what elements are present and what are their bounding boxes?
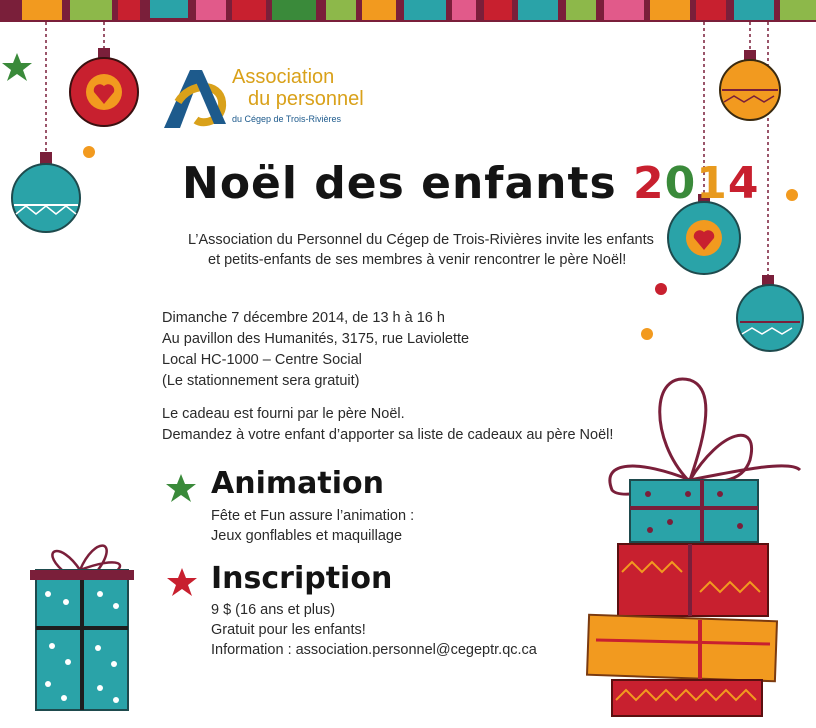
gift-line-2: Demandez à votre enfant d’apporter sa liste de cadeaux au père Noël! <box>162 427 614 443</box>
page-title <box>182 158 760 209</box>
title-text: Noël des enfants <box>182 158 617 209</box>
year-digit: 4 <box>727 158 760 209</box>
orange-ornament-icon <box>720 50 780 120</box>
year-digit: 0 <box>664 158 697 209</box>
green-star-icon <box>2 53 32 81</box>
details-line-3: Local HC-1000 – Centre Social <box>162 352 362 368</box>
inscription-line-2: Gratuit pour les enfants! <box>211 622 366 638</box>
teal-ornament-right-icon <box>737 275 803 351</box>
logo-text-line3: du Cégep de Trois-Rivières <box>232 114 342 124</box>
stacked-gifts-icon <box>587 379 800 716</box>
teal-ornament-icon <box>12 152 80 232</box>
inscription-heading: Inscription <box>211 561 393 596</box>
details-line-4: (Le stationnement sera gratuit) <box>162 373 360 389</box>
year-digit: 1 <box>696 158 728 209</box>
intro-line-1: L’Association du Personnel du Cégep de Trois-Rivières invite les enfants <box>188 232 654 248</box>
title-year <box>633 158 760 209</box>
animation-line-1: Fête et Fun assure l’animation : <box>211 508 415 524</box>
animation-heading: Animation <box>211 466 384 501</box>
intro-line-2: et petits-enfants de ses membres à venir rencontrer le père Noël! <box>208 252 627 268</box>
inscription-line-1: 9 $ (16 ans et plus) <box>211 602 336 618</box>
inscription-line-3 <box>211 640 537 660</box>
logo-text-line2: du personnel <box>248 88 364 110</box>
animation-line-2: Jeux gonflables et maquillage <box>211 528 403 544</box>
red-ornament-icon <box>70 48 138 126</box>
green-star-animation-icon <box>166 474 196 502</box>
details-line-1: Dimanche 7 décembre 2014, de 13 h à 16 h <box>162 310 445 326</box>
inscription-line-3-text: Information : association.personnel@cegeptr.qc.ca <box>211 642 537 658</box>
logo-text-line1: Association <box>232 66 335 88</box>
gift-line-1: Le cadeau est fourni par le père Noël. <box>162 406 405 422</box>
details-line-2: Au pavillon des Humanités, 3175, rue Laviolette <box>162 331 470 347</box>
teal-gift-icon <box>30 546 134 710</box>
red-star-inscription-icon <box>167 568 197 596</box>
year-digit: 2 <box>633 158 665 209</box>
